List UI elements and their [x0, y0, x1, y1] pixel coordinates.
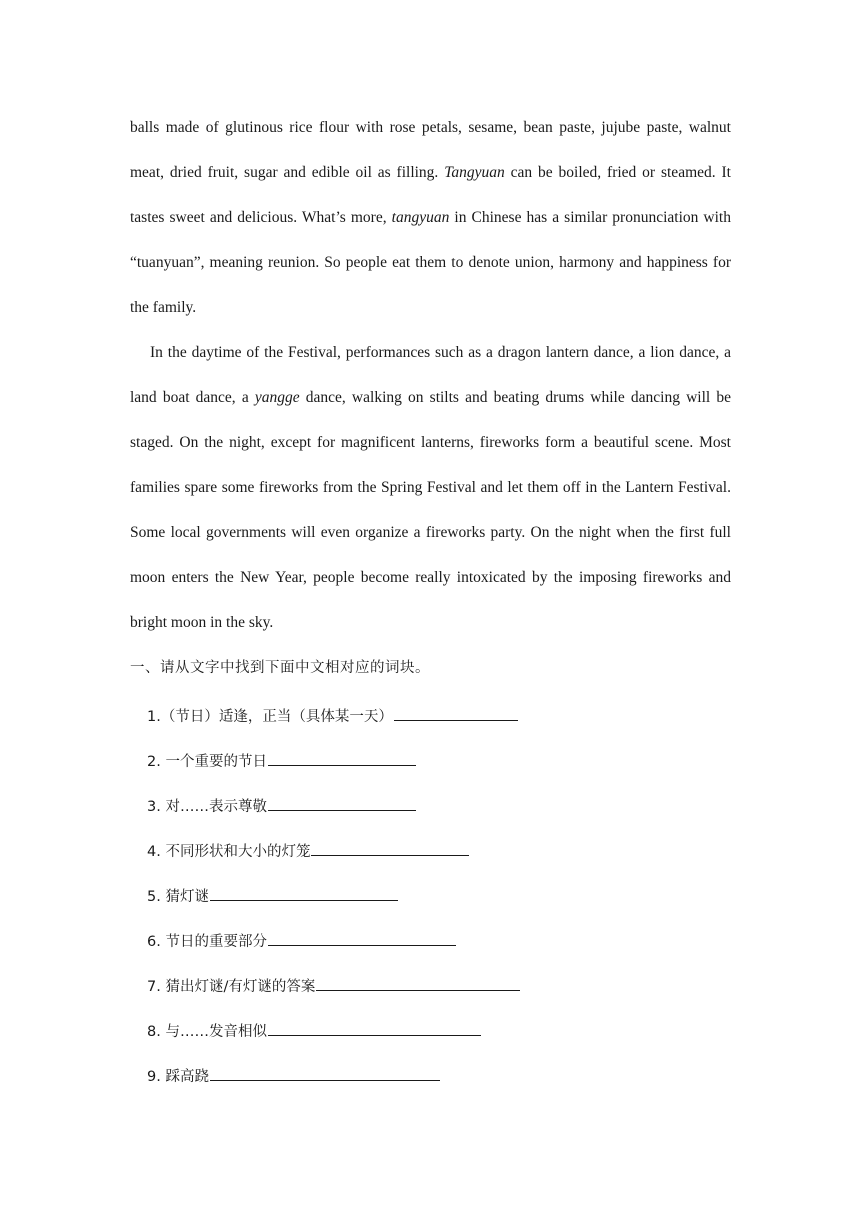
question-item [147, 1066, 520, 1111]
passage-paragraph-1 [130, 105, 731, 330]
text-run: balls made of glutinous rice flour with rose petals, sesame, bean paste, jujube paste, walnut meat, dried fruit, sugar and edible oil as filling. [130, 119, 731, 181]
question-text: 1.（节日）适逢，正当（具体某一天） [147, 709, 393, 725]
question-item [147, 841, 520, 886]
answer-blank[interactable] [394, 706, 518, 721]
question-text: 6. 节日的重要部分 [147, 934, 267, 950]
answer-blank[interactable] [316, 976, 520, 991]
answer-blank[interactable] [311, 841, 469, 856]
question-text: 5. 猜灯谜 [147, 889, 209, 905]
italic-term: Tangyuan [444, 164, 505, 181]
question-list [147, 706, 520, 1111]
question-text: 2. 一个重要的节日 [147, 754, 267, 770]
question-item [147, 796, 520, 841]
question-item [147, 931, 520, 976]
question-text: 4. 不同形状和大小的灯笼 [147, 844, 311, 860]
question-item [147, 976, 520, 1021]
passage-paragraph-2 [130, 330, 731, 645]
answer-blank[interactable] [268, 751, 416, 766]
question-item [147, 706, 520, 751]
answer-blank[interactable] [210, 886, 398, 901]
answer-blank[interactable] [268, 1021, 481, 1036]
question-text: 7. 猜出灯谜/有灯谜的答案 [147, 979, 316, 995]
question-text: 8. 与……发音相似 [147, 1024, 267, 1040]
text-run: dance, walking on stilts and beating drums while dancing will be staged. On the night, except for magnificent lanterns, fireworks form a beautiful scene. Most families spare some fireworks from the Spring Festival and let them off in the Lantern Festival. Some local governments will even organize a fireworks party. On the night when the first full moon enters the New Year, people become really intoxicated by the imposing fireworks and bright moon in the sky. [130, 389, 731, 631]
answer-blank[interactable] [268, 931, 456, 946]
question-item [147, 886, 520, 931]
italic-term: yangge [254, 389, 300, 406]
text-run: In the daytime of the Festival, performances such as a dragon lantern dance, a lion dance, a land boat dance, a [130, 344, 731, 406]
text-run: can be boiled, fried or steamed. It tastes sweet and delicious. What’s more, [130, 164, 731, 226]
answer-blank[interactable] [268, 796, 416, 811]
answer-blank[interactable] [210, 1066, 440, 1081]
question-item [147, 1021, 520, 1066]
text-run: in Chinese has a similar pronunciation with “tuanyuan”, meaning reunion. So people eat them to denote union, harmony and happiness for the family. [130, 209, 731, 316]
question-text: 9. 踩高跷 [147, 1069, 209, 1085]
italic-term: tangyuan [391, 209, 450, 226]
question-text: 3. 对……表示尊敬 [147, 799, 267, 815]
question-item [147, 751, 520, 796]
exercise-heading: 一、请从文字中找到下面中文相对应的词块。 [130, 660, 430, 676]
